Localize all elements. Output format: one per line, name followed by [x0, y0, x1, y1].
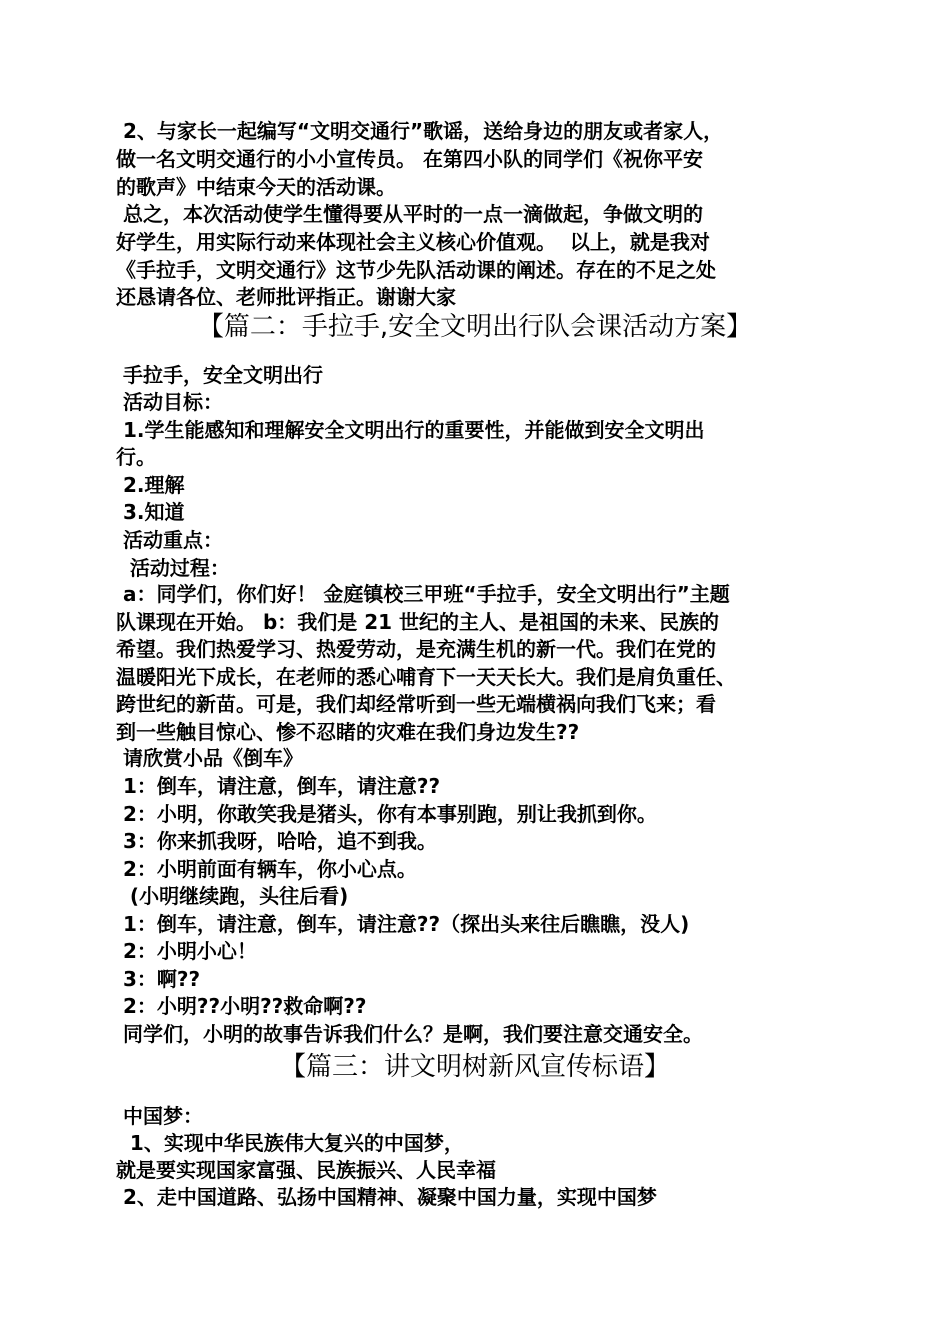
text-line: 3：啊??	[116, 967, 201, 991]
text-line: 希望。我们热爱学习、热爱劳动，是充满生机的新一代。我们在党的	[116, 637, 716, 661]
text-line: 2、与家长一起编写“文明交通行”歌谣，送给身边的朋友或者家人，	[116, 119, 724, 143]
section-heading: 【篇二：手拉手,安全文明出行队会课活动方案】	[197, 312, 753, 342]
text-line: 2、走中国道路、弘扬中国精神、凝聚中国力量，实现中国梦	[116, 1185, 657, 1209]
text-line: 总之，本次活动使学生懂得要从平时的一点一滴做起，争做文明的	[116, 202, 703, 226]
text-line: 同学们，小明的故事告诉我们什么？是啊，我们要注意交通安全。	[116, 1022, 703, 1046]
text-line: 到一些触目惊心、惨不忍睹的灾难在我们身边发生??	[116, 720, 580, 744]
text-line: 1.学生能感知和理解安全文明出行的重要性，并能做到安全文明出	[116, 418, 705, 442]
text-line: 活动过程：	[116, 556, 230, 580]
text-line: 2：小明前面有辆车，你小心点。	[116, 857, 417, 881]
text-line: 《手拉手，文明交通行》这节少先队活动课的阐述。存在的不足之处	[116, 258, 716, 282]
text-line: (小明继续跑，头往后看)	[116, 884, 349, 908]
text-line: 好学生，用实际行动来体现社会主义核心价值观。 以上，就是我对	[116, 230, 710, 254]
text-line: 中国梦：	[116, 1104, 203, 1128]
text-line: 2：小明??小明??救命啊??	[116, 994, 367, 1018]
text-line: 活动目标：	[116, 390, 223, 414]
text-line: 1：倒车，请注意，倒车，请注意??	[116, 774, 441, 798]
text-line: 行。	[116, 445, 156, 469]
text-line: 温暖阳光下成长，在老师的悉心哺育下一天天长大。我们是肩负重任、	[116, 665, 736, 689]
section-heading: 【篇三：讲文明树新风宣传标语】	[279, 1052, 670, 1082]
text-line: a：同学们，你们好！ 金庭镇校三甲班“手拉手，安全文明出行”主题	[116, 582, 730, 606]
text-line: 还恳请各位、老师批评指正。谢谢大家	[116, 285, 456, 309]
text-line: 2：小明小心！	[116, 939, 257, 963]
text-line: 活动重点：	[116, 528, 223, 552]
text-line: 1：倒车，请注意，倒车，请注意??（探出头来往后瞧瞧，没人)	[116, 912, 690, 936]
text-line: 手拉手，安全文明出行	[116, 363, 323, 387]
text-line: 的歌声》中结束今天的活动课。	[116, 175, 396, 199]
text-line: 2：小明，你敢笑我是猪头，你有本事别跑，别让我抓到你。	[116, 802, 657, 826]
text-line: 就是要实现国家富强、民族振兴、人民幸福	[116, 1158, 496, 1182]
text-line: 1、实现中华民族伟大复兴的中国梦，	[116, 1131, 464, 1155]
text-line: 队课现在开始。 b：我们是 21 世纪的主人、是祖国的未来、民族的	[116, 610, 720, 634]
text-line: 请欣赏小品《倒车》	[116, 746, 303, 770]
text-line: 3：你来抓我呀，哈哈，追不到我。	[116, 829, 437, 853]
text-line: 做一名文明交通行的小小宣传员。 在第四小队的同学们《祝你平安	[116, 147, 703, 171]
text-line: 3.知道	[116, 500, 185, 524]
text-line: 跨世纪的新苗。可是，我们却经常听到一些无端横祸向我们飞来；看	[116, 692, 716, 716]
text-line: 2.理解	[116, 473, 185, 497]
